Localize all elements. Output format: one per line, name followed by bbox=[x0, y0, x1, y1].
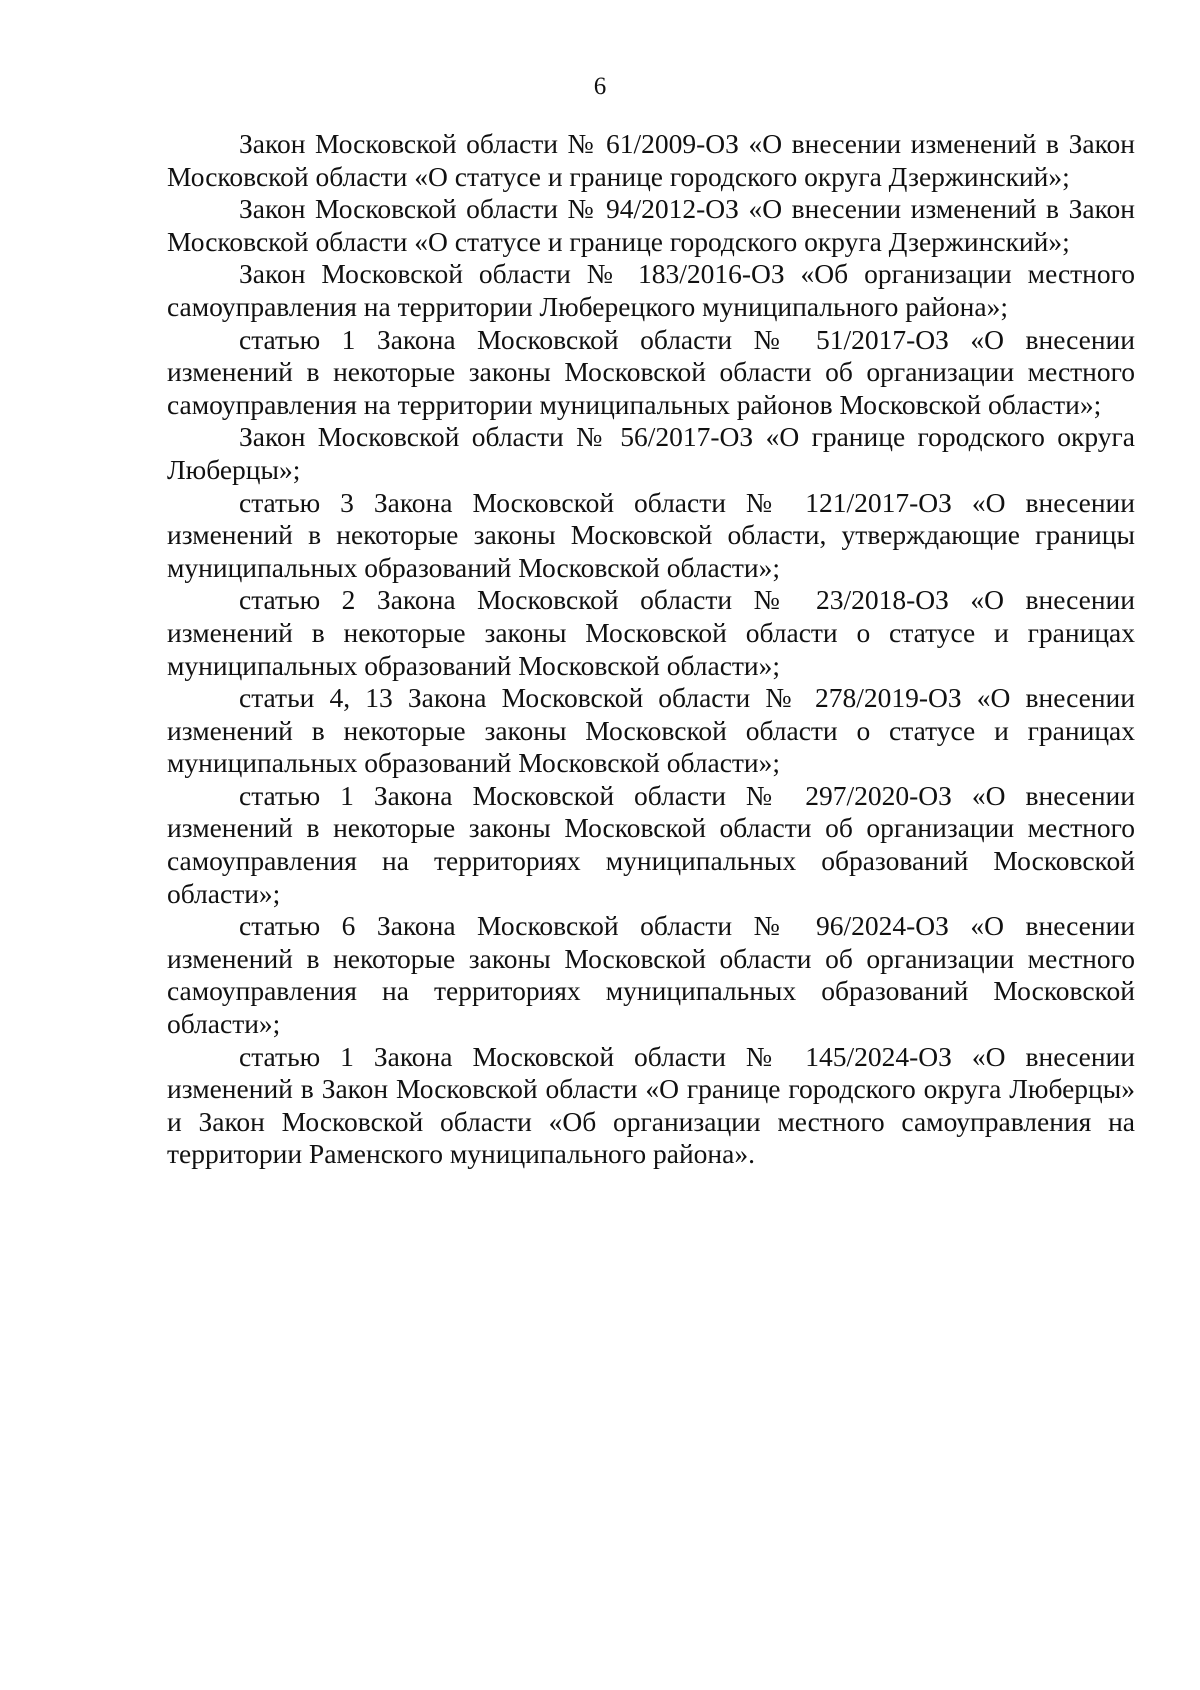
paragraph-law-121-2017: статью 3 Закона Московской области № 121/2017-ОЗ «О внесении изменений в некоторые законы Московской области, утверждающие границы муниципальных образований Московской области»; bbox=[167, 486, 1135, 583]
paragraph-law-278-2019: статьи 4, 13 Закона Московской области № 278/2019-ОЗ «О внесении изменений в некоторые законы Московской области о статусе и границах муниципальных образований Московской области»; bbox=[167, 682, 1135, 779]
paragraph-law-297-2020: статью 1 Закона Московской области № 297/2020-ОЗ «О внесении изменений в некоторые законы Московской области об организации местного самоуправления на территориях муниципальных образований Московской области»; bbox=[167, 779, 1135, 909]
paragraph-law-51-2017: статью 1 Закона Московской области № 51/2017-ОЗ «О внесении изменений в некоторые законы Московской области об организации местного самоуправления на территории муниципальных районов Московской области»; bbox=[167, 323, 1135, 420]
paragraph-law-61-2009: Закон Московской области № 61/2009-ОЗ «О внесении изменений в Закон Московской области «О статусе и границе городского округа Дзержинский»; bbox=[167, 128, 1135, 192]
paragraph-law-56-2017: Закон Московской области № 56/2017-ОЗ «О границе городского округа Люберцы»; bbox=[167, 421, 1135, 485]
paragraph-law-145-2024: статью 1 Закона Московской области № 145/2024-ОЗ «О внесении изменений в Закон Московской области «О границе городского округа Люберцы» и Закон Московской области «Об организации местного самоуправления на территории Раменского муниципального района». bbox=[167, 1040, 1135, 1170]
paragraph-law-94-2012: Закон Московской области № 94/2012-ОЗ «О внесении изменений в Закон Московской области «О статусе и границе городского округа Дзержинский»; bbox=[167, 193, 1135, 257]
paragraph-law-183-2016: Закон Московской области № 183/2016-ОЗ «Об организации местного самоуправления на территории Люберецкого муниципального района»; bbox=[167, 258, 1135, 322]
paragraph-law-96-2024: статью 6 Закона Московской области № 96/2024-ОЗ «О внесении изменений в некоторые законы Московской области об организации местного самоуправления на территориях муниципальных образований Московской области»; bbox=[167, 910, 1135, 1040]
document-body bbox=[167, 128, 1135, 1171]
page-number: 6 bbox=[593, 73, 607, 100]
paragraph-law-23-2018: статью 2 Закона Московской области № 23/2018-ОЗ «О внесении изменений в некоторые законы Московской области о статусе и границах муниципальных образований Московской области»; bbox=[167, 584, 1135, 681]
